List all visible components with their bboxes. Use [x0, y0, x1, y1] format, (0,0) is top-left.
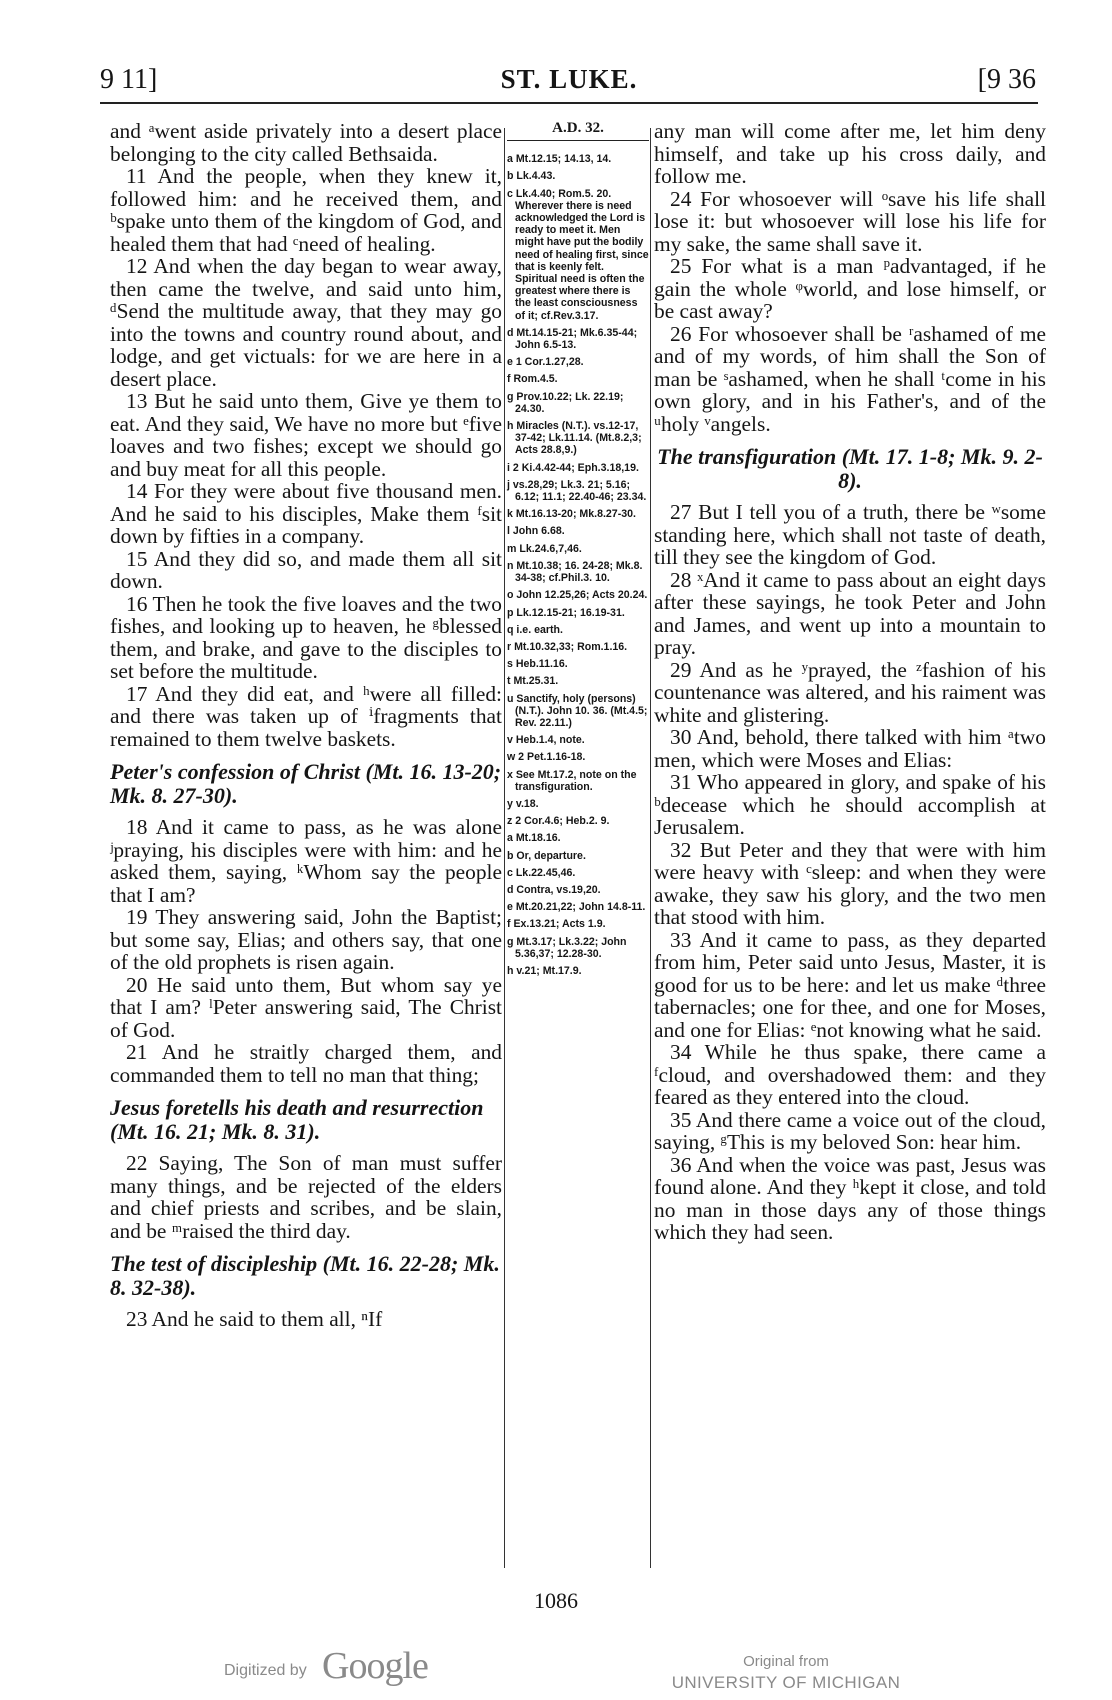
reference-note: h Miracles (N.T.). vs.12-17, 37-42; Lk.11.14. (Mt.8.2,3; Acts 28.8,9.): [507, 420, 642, 457]
verse-paragraph: any man will come after me, let him deny himself, and take up his cross daily, and follow me.: [654, 119, 1046, 188]
verse-paragraph: 31 Who appeared in glory, and spake of his ᵇdecease which he should accomplish at Jerusalem.: [654, 770, 1046, 839]
verse-paragraph: 26 For whosoever shall be ʳashamed of me and of my words, of him shall the Son of man be ˢashamed, when he shall ᵗcome in his own glory, and in his Father's, and of the ᵘholy ᵛangels.: [654, 321, 1046, 436]
section-heading: The test of discipleship (Mt. 16. 22-28; Mk. 8. 32-38).: [110, 1251, 500, 1300]
verse-paragraph: 27 But I tell you of a truth, there be ʷsome standing here, which shall not taste of death, till they see the kingdom of God.: [654, 500, 1046, 569]
reference-note: c Lk.22.45,46.: [507, 866, 576, 879]
reference-note: q i.e. earth.: [507, 623, 563, 636]
reference-note: t Mt.25.31.: [507, 675, 559, 688]
reference-note: y v.18.: [507, 797, 539, 810]
google-logo: Google: [322, 1645, 428, 1687]
reference-note: f Rom.4.5.: [507, 373, 558, 386]
reference-note: f Ex.13.21; Acts 1.9.: [507, 918, 606, 931]
verse-paragraph: 22 Saying, The Son of man must suffer many things, and be rejected of the elders and chief priests and scribes, and be slain, and be ᵐraised the third day.: [110, 1151, 502, 1243]
reference-note: j vs.28,29; Lk.3. 21; 5.16; 6.12; 11.1; 22.40-46; 23.34.: [507, 478, 647, 504]
verse-paragraph: 16 Then he took the five loaves and the two fishes, and looking up to heaven, he ᵍblessed them, and brake, and gave to the disciples to set before the multitude.: [110, 591, 502, 683]
reference-note: u Sanctify, holy (persons) (N.T.). John 10. 36. (Mt.4.5; Rev. 22.11.): [507, 692, 648, 729]
reference-note: h v.21; Mt.17.9.: [507, 964, 582, 977]
verse-paragraph: 32 But Peter and they that were with him were heavy with ᶜsleep: and when they were awake, they saw his glory, and the two men that stood with him.: [654, 837, 1046, 929]
reference-note: p Lk.12.15-21; 16.19-31.: [507, 606, 625, 619]
section-heading: Jesus foretells his death and resurrection (Mt. 16. 21; Mk. 8. 31).: [110, 1095, 484, 1144]
verse-paragraph: 21 And he straitly charged them, and commanded them to tell no man that thing;: [110, 1040, 502, 1087]
verse-paragraph: 12 And when the day began to wear away, then came the twelve, and said unto him, ᵈSend the multitude away, that they may go into the towns and country round about, and lodge, and get victuals: for we are here in a desert place.: [110, 254, 502, 391]
reference-note: k Mt.16.13-20; Mk.8.27-30.: [507, 508, 636, 521]
source-attribution: [668, 1652, 904, 1694]
verse-paragraph: 24 For whosoever will ᵒsave his life shall lose it: but whosoever will lose his life for my sake, the same shall save it.: [654, 186, 1046, 256]
verse-paragraph: 25 For what is a man ᵖadvantaged, if he gain the whole ᵠworld, and lose himself, or be cast away?: [654, 254, 1046, 323]
reference-divider-left: [504, 128, 505, 1568]
reference-note: c Lk.4.40; Rom.5. 20. Wherever there is need acknowledged the Lord is ready to meet it. Men might have put the bodily need of healing first, since that is keenly felt. Spiritual need is often the greatest where there is the least consciousness of it; cf.Rev.3.17.: [507, 187, 649, 322]
reference-note: e Mt.20.21,22; John 14.8-11.: [507, 901, 646, 914]
right-text-column: [654, 120, 1046, 1244]
reference-note: w 2 Pet.1.16-18.: [507, 751, 586, 764]
reference-note: o John 12.25,26; Acts 20.24.: [507, 589, 648, 602]
reference-note: e 1 Cor.1.27,28.: [507, 356, 584, 369]
verse-paragraph: 36 And when the voice was past, Jesus was found alone. And they ʰkept it close, and told no man in those days any of those things which they had seen.: [654, 1152, 1046, 1244]
verse-paragraph: 33 And it came to pass, as they departed from him, Peter said unto Jesus, Master, it is good for us to be here: and let us make ᵈthree tabernacles; one for thee, and one for Moses, and one for Elias: ᵉnot knowing what he said.: [654, 927, 1046, 1042]
reference-note: g Mt.3.17; Lk.3.22; John 5.36,37; 12.28-30.: [507, 935, 627, 960]
reference-note: a Mt.18.16.: [507, 832, 561, 845]
section-heading: Peter's confession of Christ (Mt. 16. 13-20; Mk. 8. 27-30).: [110, 759, 502, 808]
reference-note: n Mt.10.38; 16. 24-28; Mk.8. 34-38; cf.Phil.3. 10.: [507, 559, 643, 585]
reference-note: z 2 Cor.4.6; Heb.2. 9.: [507, 815, 610, 828]
reference-column: [507, 120, 649, 1580]
reference-date: A.D. 32.: [507, 122, 649, 141]
verse-paragraph: 11 And the people, when they knew it, followed him: and he received them, and ᵇspake unto them of the kingdom of God, and healed them that had ᶜneed of healing.: [110, 164, 502, 256]
verse-paragraph: 15 And they did so, and made them all sit down.: [110, 546, 502, 593]
reference-list: [507, 153, 649, 977]
verse-paragraph: 18 And it came to pass, as he was alone ʲpraying, his disciples were with him: and he asked them, saying, ᵏWhom say the people that I am?: [110, 815, 502, 907]
university-label: UNIVERSITY OF MICHIGAN: [671, 1673, 901, 1692]
reference-note: b Or, departure.: [507, 849, 586, 862]
reference-divider-right: [650, 128, 651, 1568]
reference-note: b Lk.4.43.: [507, 170, 556, 183]
page-header: [100, 58, 1038, 104]
verse-paragraph: 34 While he thus spake, there came a ᶠcloud, and overshadowed them: and they feared as they entered into the cloud.: [654, 1040, 1046, 1109]
reference-note: g Prov.10.22; Lk. 22.19; 24.30.: [507, 390, 624, 415]
reference-note: d Mt.14.15-21; Mk.6.35-44; John 6.5-13.: [507, 326, 638, 352]
reference-note: m Lk.24.6,7,46.: [507, 542, 582, 555]
verse-paragraph: 23 And he said to them all, ⁿIf: [126, 1307, 383, 1331]
verse-paragraph: 14 For they were about five thousand men. And he said to his disciples, Make them ᶠsit down by fifties in a company.: [110, 479, 502, 548]
reference-note: r Mt.10.32,33; Rom.1.16.: [507, 640, 628, 653]
reference-note: x See Mt.17.2, note on the transfiguration.: [507, 768, 637, 793]
digitized-by-label: Digitized by: [224, 1662, 307, 1679]
header-rule: [100, 102, 1038, 104]
header-book-title: ST. LUKE.: [500, 64, 638, 94]
verse-paragraph: and ᵃwent aside privately into a desert place belonging to the city called Bethsaida.: [110, 119, 502, 166]
reference-note: l John 6.68.: [507, 525, 565, 538]
verse-paragraph: 19 They answering said, John the Baptist; but some say, Elias; and others say, that one of the old prophets is risen again.: [110, 905, 502, 974]
reference-note: s Heb.11.16.: [507, 658, 568, 671]
header-verse-start: 9 11]: [100, 64, 158, 95]
verse-paragraph: 30 And, behold, there talked with him ᵃtwo men, which were Moses and Elias:: [654, 725, 1046, 772]
section-heading: The transfiguration (Mt. 17. 1-8; Mk. 9. 2-8).: [657, 444, 1043, 493]
verse-paragraph: 13 But he said unto them, Give ye them to eat. And they said, We have no more but ᵉfive loaves and two fishes; except we should go and buy meat for all this people.: [110, 389, 502, 481]
original-from-label: Original from: [743, 1653, 829, 1670]
reference-note: a Mt.12.15; 14.13, 14.: [507, 153, 612, 166]
reference-note: d Contra, vs.19,20.: [507, 883, 601, 896]
verse-paragraph: 35 And there came a voice out of the cloud, saying, ᵍThis is my beloved Son: hear him.: [654, 1107, 1046, 1154]
verse-paragraph: 28 ˣAnd it came to pass about an eight days after these sayings, he took Peter and John and James, and went up into a mountain to pray.: [654, 567, 1046, 659]
verse-paragraph: 29 And as he ʸprayed, the ᶻfashion of his countenance was altered, and his raiment was white and glistering.: [654, 657, 1046, 727]
page-number: 1086: [534, 1588, 578, 1613]
verse-paragraph: 20 He said unto them, But whom say ye that I am? ˡPeter answering said, The Christ of God.: [110, 972, 502, 1042]
header-verse-end: [9 36: [977, 64, 1036, 95]
verse-paragraph: 17 And they did eat, and ʰwere all filled: and there was taken up of ⁱfragments that remained to them twelve baskets.: [110, 681, 502, 751]
reference-note: i 2 Ki.4.42-44; Eph.3.18,19.: [507, 461, 639, 474]
left-text-column: [110, 120, 502, 1331]
reference-note: v Heb.1.4, note.: [507, 734, 585, 747]
